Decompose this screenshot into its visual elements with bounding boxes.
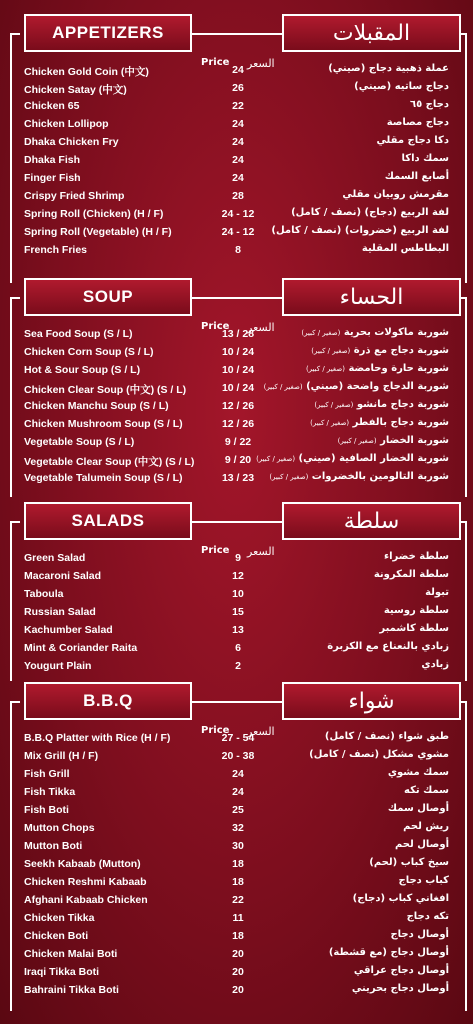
item-name-en: Green Salad xyxy=(24,552,86,564)
item-price: 13 / 28 xyxy=(221,328,255,340)
item-name-ar xyxy=(342,189,449,200)
item-name-ar-text: دجاج مصاصة xyxy=(386,117,449,128)
item-name-ar-text: كباب دجاج xyxy=(398,875,449,886)
price-label-en: Price xyxy=(201,545,230,556)
item-name-en: Mutton Boti xyxy=(24,840,83,852)
item-name-ar-text: زبادي بالنعناع مع الكزبرة xyxy=(327,641,449,652)
menu-item-row xyxy=(0,98,473,116)
item-name-ar-text: سمك داكا xyxy=(401,153,449,164)
item-name-en: Afghani Kabaab Chicken xyxy=(24,894,148,906)
menu-item-row xyxy=(0,964,473,982)
item-name-ar-text: افغاني كباب (دجاج) xyxy=(352,893,449,904)
item-name-ar-text: لفة الربيع (دجاج) (نصف / كامل) xyxy=(291,207,449,218)
item-name-ar-text: سمك تكه xyxy=(404,785,449,796)
item-name-ar xyxy=(310,417,449,428)
item-name-en: Iraqi Tikka Boti xyxy=(24,966,100,978)
item-name-ar xyxy=(362,243,449,254)
item-name-ar xyxy=(271,225,449,236)
item-price: 12 xyxy=(232,570,244,582)
section-salads xyxy=(0,502,473,672)
price-label-ar: السعر xyxy=(247,57,275,70)
item-name-ar xyxy=(354,81,449,92)
item-name-ar-text: أوصال سمك xyxy=(387,803,449,814)
item-name-en: Dhaka Chicken Fry xyxy=(24,136,119,148)
item-name-ar-text: زبادي xyxy=(421,659,449,670)
item-name-ar xyxy=(311,345,449,356)
item-list xyxy=(0,326,473,488)
item-size-note-ar: (صغير / كبير) xyxy=(305,365,345,373)
item-name-en: Dhaka Fish xyxy=(24,154,81,166)
section-title-en-text: SALADS xyxy=(71,511,145,530)
item-name-en: B.B.Q Platter with Rice (H / F) xyxy=(24,732,171,744)
menu-item-row xyxy=(0,80,473,98)
item-name-ar xyxy=(374,569,449,580)
item-name-ar xyxy=(379,623,449,634)
menu-item-row xyxy=(0,452,473,470)
menu-item-row xyxy=(0,568,473,586)
border-line xyxy=(10,33,12,283)
menu-item-row xyxy=(0,766,473,784)
section-title-en xyxy=(24,682,192,720)
item-name-ar-text: أوصال دجاج عراقي xyxy=(353,965,449,976)
item-name-en: Spring Roll (Vegetable) (H / F) xyxy=(24,226,172,238)
item-name-en: Chicken Clear Soup (中文) (S / L) xyxy=(24,384,187,396)
menu-item-row xyxy=(0,550,473,568)
menu-item-row xyxy=(0,730,473,748)
item-name-ar xyxy=(325,731,449,742)
item-name-en: Finger Fish xyxy=(24,172,81,184)
item-name-ar xyxy=(306,363,449,374)
item-name-ar xyxy=(410,99,449,110)
divider-line xyxy=(192,521,282,523)
item-price: 24 xyxy=(232,154,244,166)
menu-item-row xyxy=(0,434,473,452)
item-name-en: Chicken Corn Soup (S / L) xyxy=(24,346,154,358)
item-name-en: Vegetable Clear Soup (中文) (S / L) xyxy=(24,456,195,468)
item-name-ar-text: شوربة ماكولات بحرية xyxy=(343,327,449,338)
item-price: 8 xyxy=(235,244,241,256)
item-name-ar xyxy=(328,63,449,74)
menu-item-row xyxy=(0,838,473,856)
item-name-en: Russian Salad xyxy=(24,606,96,618)
menu-item-row xyxy=(0,416,473,434)
item-price: 9 xyxy=(235,552,241,564)
menu-item-row xyxy=(0,116,473,134)
item-name-ar-text: أصابع السمك xyxy=(384,171,449,182)
item-name-ar xyxy=(352,983,449,994)
item-name-ar xyxy=(421,659,449,670)
menu-item-row xyxy=(0,658,473,676)
item-name-ar-text: البطاطس المقلية xyxy=(361,243,449,254)
section-title-ar xyxy=(282,502,461,540)
menu-item-row xyxy=(0,946,473,964)
border-line xyxy=(465,701,467,1011)
item-name-ar-text: عملة ذهبية دجاج (صيني) xyxy=(328,63,449,74)
item-name-ar xyxy=(329,947,449,958)
item-name-en: Fish Grill xyxy=(24,768,70,780)
item-name-ar-text: أوصال دجاج xyxy=(390,929,449,940)
item-name-ar xyxy=(301,327,449,338)
item-name-ar xyxy=(385,171,449,182)
section-appetizers xyxy=(0,14,473,256)
item-name-ar-text: شوربة الخضار الصافية (صيني) xyxy=(298,453,449,464)
divider-line xyxy=(192,701,282,703)
item-list xyxy=(0,730,473,1000)
item-name-ar xyxy=(291,207,449,218)
section-bbq xyxy=(0,682,473,996)
item-price: 10 / 24 xyxy=(221,346,255,358)
item-price: 18 xyxy=(232,930,244,942)
item-name-en: Hot & Sour Soup (S / L) xyxy=(24,364,141,376)
menu-item-row xyxy=(0,224,473,242)
item-name-en: Bahraini Tikka Boti xyxy=(24,984,119,996)
item-name-ar-text: سيخ كباب (لحم) xyxy=(369,857,449,868)
section-title-ar xyxy=(282,14,461,52)
item-name-ar-text: تكه دجاج xyxy=(406,911,449,922)
item-name-ar xyxy=(402,153,449,164)
item-name-ar xyxy=(376,135,449,146)
border-line xyxy=(10,297,12,497)
section-header xyxy=(0,682,473,722)
price-label-ar: السعر xyxy=(247,725,275,738)
item-name-en: Chicken Malai Boti xyxy=(24,948,118,960)
item-size-note-ar: (صغير / كبير) xyxy=(337,437,377,445)
section-title-en-text: B.B.Q xyxy=(83,691,133,710)
item-name-ar-text: شوربة الخضار xyxy=(380,435,449,446)
item-price: 28 xyxy=(232,190,244,202)
item-name-en: Mix Grill (H / F) xyxy=(24,750,99,762)
item-price: 2 xyxy=(235,660,241,672)
item-price: 24 xyxy=(232,64,244,76)
item-name-ar-text: شوربة حارة وحامضة xyxy=(348,363,449,374)
item-name-ar-text: سلطة خضراء xyxy=(383,551,449,562)
item-price: 6 xyxy=(235,642,241,654)
border-line xyxy=(10,521,12,681)
menu-item-row xyxy=(0,188,473,206)
item-name-ar xyxy=(314,399,449,410)
item-name-en: Kachumber Salad xyxy=(24,624,113,636)
item-price: 12 / 26 xyxy=(221,418,255,430)
menu-item-row xyxy=(0,874,473,892)
item-price: 12 / 26 xyxy=(221,400,255,412)
item-price: 10 xyxy=(232,588,244,600)
item-name-en: Mutton Chops xyxy=(24,822,95,834)
divider-line xyxy=(192,33,282,35)
item-name-en: Chicken Manchu Soup (S / L) xyxy=(24,400,169,412)
item-name-ar-text: دكا دجاج مقلي xyxy=(376,135,449,146)
section-title-en-text: APPETIZERS xyxy=(52,23,164,42)
item-price: 32 xyxy=(232,822,244,834)
item-name-ar-text: مشوي مشكل (نصف / كامل) xyxy=(309,749,449,760)
item-name-ar-text: دجاج ٦٥ xyxy=(409,99,449,110)
item-price: 24 - 12 xyxy=(221,226,255,238)
item-price: 20 xyxy=(232,948,244,960)
item-name-ar xyxy=(338,435,449,446)
menu-item-row xyxy=(0,640,473,658)
item-price: 18 xyxy=(232,858,244,870)
item-name-ar-text: شوربة دجاج مع ذرة xyxy=(353,345,449,356)
item-size-note-ar: (صغير / كبير) xyxy=(269,473,309,481)
item-price: 10 / 24 xyxy=(221,364,255,376)
item-price: 24 xyxy=(232,172,244,184)
item-price: 24 xyxy=(232,768,244,780)
section-title-en xyxy=(24,502,192,540)
item-name-en: French Fries xyxy=(24,244,88,256)
item-name-ar xyxy=(404,785,449,796)
menu-item-row xyxy=(0,622,473,640)
item-price: 27 - 54 xyxy=(221,732,255,744)
item-name-ar xyxy=(399,875,449,886)
item-size-note-ar: (صغير / كبير) xyxy=(314,401,354,409)
item-size-note-ar: (صغير / كبير) xyxy=(263,383,303,391)
price-label-ar: السعر xyxy=(247,321,275,334)
menu-item-row xyxy=(0,380,473,398)
item-name-ar-text: شوربة الدجاج واضحة (صيني) xyxy=(306,381,449,392)
item-name-ar xyxy=(264,381,449,392)
item-name-en: Chicken Reshmi Kabaab xyxy=(24,876,147,888)
item-name-ar xyxy=(388,767,449,778)
divider-line xyxy=(192,297,282,299)
border-line xyxy=(465,521,467,681)
item-price: 26 xyxy=(232,82,244,94)
item-name-ar-text: شوربة التالومين بالخضروات xyxy=(311,471,449,482)
menu-item-row xyxy=(0,748,473,766)
menu-item-row xyxy=(0,398,473,416)
menu-item-row xyxy=(0,892,473,910)
menu-item-row xyxy=(0,784,473,802)
item-name-ar-text: تبولة xyxy=(425,587,449,598)
section-soup xyxy=(0,278,473,484)
item-name-ar xyxy=(354,965,449,976)
item-price: 24 xyxy=(232,118,244,130)
menu-item-row xyxy=(0,604,473,622)
item-name-ar-text: ريش لحم xyxy=(403,821,449,832)
item-name-ar-text: سلطة روسية xyxy=(383,605,449,616)
price-label-en: Price xyxy=(201,725,230,736)
menu-item-row xyxy=(0,362,473,380)
item-name-en: Chicken Satay (中文) xyxy=(24,84,127,96)
section-title-ar-text: المقبلات xyxy=(332,20,411,46)
item-price: 18 xyxy=(232,876,244,888)
item-name-ar xyxy=(353,893,449,904)
item-name-ar-text: طبق شواء (نصف / كامل) xyxy=(324,731,449,742)
section-title-ar-text: سلطة xyxy=(343,508,400,534)
item-name-ar-text: أوصال لحم xyxy=(394,839,449,850)
border-line xyxy=(465,297,467,497)
section-title-ar xyxy=(282,682,461,720)
item-list xyxy=(0,550,473,676)
item-name-ar xyxy=(269,471,449,482)
item-name-ar xyxy=(327,641,449,652)
item-price: 13 xyxy=(232,624,244,636)
menu-item-row xyxy=(0,344,473,362)
item-size-note-ar: (صغير / كبير) xyxy=(310,419,350,427)
item-name-en: Vegetable Talumein Soup (S / L) xyxy=(24,472,183,484)
section-title-en xyxy=(24,278,192,316)
section-header xyxy=(0,278,473,318)
menu-item-row xyxy=(0,134,473,152)
menu-item-row xyxy=(0,586,473,604)
price-label-en: Price xyxy=(201,57,230,68)
item-price: 15 xyxy=(232,606,244,618)
item-name-ar xyxy=(407,911,449,922)
section-title-en xyxy=(24,14,192,52)
item-name-ar xyxy=(309,749,449,760)
item-name-ar-text: سلطة كاشمبر xyxy=(379,623,449,634)
item-name-ar xyxy=(256,453,449,464)
item-name-ar xyxy=(425,587,449,598)
item-name-ar xyxy=(388,803,449,814)
item-name-ar-text: أوصال دجاج بحريني xyxy=(351,983,449,994)
item-price: 13 / 23 xyxy=(221,472,255,484)
item-name-ar xyxy=(403,821,449,832)
menu-item-row xyxy=(0,242,473,260)
item-price: 25 xyxy=(232,804,244,816)
item-name-ar-text: لفة الربيع (خضروات) (نصف / كامل) xyxy=(271,225,449,236)
item-price: 9 / 20 xyxy=(224,454,252,466)
section-header xyxy=(0,14,473,54)
border-line xyxy=(465,33,467,283)
menu-item-row xyxy=(0,910,473,928)
item-name-en: Spring Roll (Chicken) (H / F) xyxy=(24,208,164,220)
menu-item-row xyxy=(0,802,473,820)
item-name-en: Chicken Lollipop xyxy=(24,118,109,130)
menu-item-row xyxy=(0,820,473,838)
item-price: 22 xyxy=(232,894,244,906)
item-price: 20 - 38 xyxy=(221,750,255,762)
item-name-ar xyxy=(384,605,449,616)
item-price: 24 xyxy=(232,136,244,148)
item-list xyxy=(0,62,473,260)
item-name-ar-text: مقرمش روبيان مقلي xyxy=(342,189,449,200)
item-price: 30 xyxy=(232,840,244,852)
item-price: 11 xyxy=(232,912,244,924)
item-name-en: Seekh Kabaab (Mutton) xyxy=(24,858,141,870)
item-price: 20 xyxy=(232,984,244,996)
menu-item-row xyxy=(0,170,473,188)
item-price: 20 xyxy=(232,966,244,978)
item-name-en: Vegetable Soup (S / L) xyxy=(24,436,135,448)
item-price: 24 xyxy=(232,786,244,798)
menu-item-row xyxy=(0,470,473,488)
item-name-ar xyxy=(387,117,449,128)
item-name-ar-text: شوربة دجاج مانشو xyxy=(356,399,449,410)
item-name-en: Fish Boti xyxy=(24,804,69,816)
item-name-en: Chicken Tikka xyxy=(24,912,95,924)
item-name-ar-text: دجاج ساتيه (صيني) xyxy=(354,81,449,92)
item-name-ar-text: سمك مشوي xyxy=(387,767,449,778)
menu-item-row xyxy=(0,206,473,224)
item-name-en: Taboula xyxy=(24,588,64,600)
item-name-ar-text: شوربة دجاج بالفطر xyxy=(352,417,449,428)
price-label-en: Price xyxy=(201,321,230,332)
item-name-en: Yougurt Plain xyxy=(24,660,92,672)
section-title-ar-text: شواء xyxy=(348,688,395,714)
item-name-en: Crispy Fried Shrimp xyxy=(24,190,125,202)
item-name-en: Fish Tikka xyxy=(24,786,76,798)
section-title-ar xyxy=(282,278,461,316)
item-name-en: Sea Food Soup (S / L) xyxy=(24,328,133,340)
item-name-en: Chicken 65 xyxy=(24,100,80,112)
menu-item-row xyxy=(0,326,473,344)
section-title-ar-text: الحساء xyxy=(339,284,404,310)
item-name-en: Chicken Boti xyxy=(24,930,89,942)
item-price: 9 / 22 xyxy=(224,436,252,448)
section-header xyxy=(0,502,473,542)
item-price: 22 xyxy=(232,100,244,112)
item-name-en: Macaroni Salad xyxy=(24,570,102,582)
menu-item-row xyxy=(0,152,473,170)
menu-item-row xyxy=(0,982,473,1000)
border-line xyxy=(10,701,12,1011)
item-name-ar xyxy=(369,857,449,868)
item-name-en: Chicken Gold Coin (中文) xyxy=(24,66,149,78)
item-name-en: Mint & Coriander Raita xyxy=(24,642,138,654)
section-title-en-text: SOUP xyxy=(82,287,134,306)
menu-item-row xyxy=(0,62,473,80)
price-label-ar: السعر xyxy=(247,545,275,558)
item-name-ar xyxy=(395,839,449,850)
item-name-ar xyxy=(390,929,449,940)
item-size-note-ar: (صغير / كبير) xyxy=(256,455,296,463)
item-price: 10 / 24 xyxy=(221,382,255,394)
menu-item-row xyxy=(0,928,473,946)
item-size-note-ar: (صغير / كبير) xyxy=(311,347,351,355)
item-size-note-ar: (صغير / كبير) xyxy=(301,329,341,337)
item-name-ar-text: أوصال دجاج (مع قشطة) xyxy=(328,947,449,958)
menu-item-row xyxy=(0,856,473,874)
item-name-ar xyxy=(384,551,449,562)
item-price: 24 - 12 xyxy=(221,208,255,220)
item-name-en: Chicken Mushroom Soup (S / L) xyxy=(24,418,183,430)
item-name-ar-text: سلطة المكرونة xyxy=(373,569,449,580)
